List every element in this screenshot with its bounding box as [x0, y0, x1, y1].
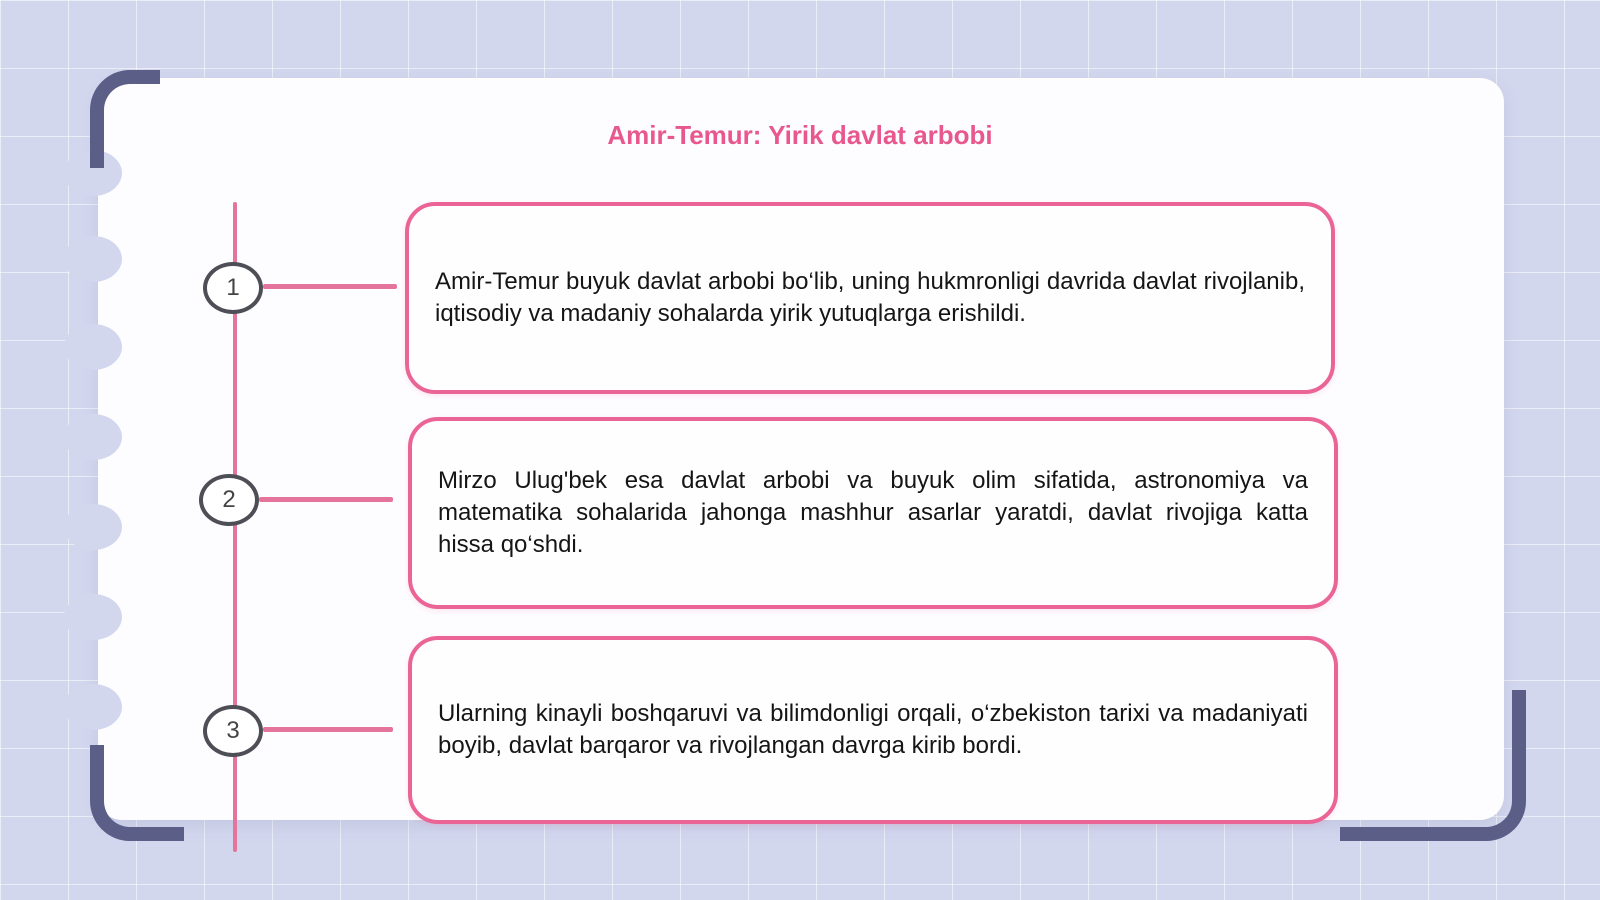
step-1-text: Amir-Temur buyuk davlat arbobi bo‘lib, uning hukmronligi davrida davlat rivojlanib, iqtisodiy va madaniy sohalarda yirik yutuqlarga erishildi. — [435, 268, 1305, 327]
card-notch — [64, 594, 122, 640]
step-2-text: Mirzo Ulug'bek esa davlat arbobi va buyuk olim sifatida, astronomiya va matematika sohalarida jahonga mashhur asarlar yaratdi, davlat rivojiga katta hissa qo‘shdi. — [438, 467, 1308, 558]
step-2-connector — [259, 497, 393, 502]
corner-bracket-top-left — [90, 70, 160, 168]
step-2-box — [408, 417, 1338, 609]
step-1-connector — [263, 284, 397, 289]
step-1-box — [405, 202, 1335, 394]
card-notch — [64, 236, 122, 282]
step-3-connector — [263, 727, 393, 732]
slide-title: Amir-Temur: Yirik davlat arbobi — [607, 120, 993, 150]
step-3-number: 3 — [203, 705, 263, 757]
step-3-text: Ularning kinayli boshqaruvi va bilimdonligi orqali, o‘zbekiston tarixi va madaniyati boyib, davlat barqaror va rivojlangan davrga kirib bordi. — [438, 700, 1308, 759]
step-3-box — [408, 636, 1338, 824]
corner-bracket-bottom-right — [1340, 690, 1526, 841]
step-1-number: 1 — [203, 262, 263, 314]
card-notch — [64, 504, 122, 550]
step-2-number: 2 — [199, 474, 259, 526]
corner-bracket-bottom-left — [90, 745, 184, 841]
card-notch — [64, 684, 122, 730]
card-notch — [64, 414, 122, 460]
card-notch — [64, 324, 122, 370]
